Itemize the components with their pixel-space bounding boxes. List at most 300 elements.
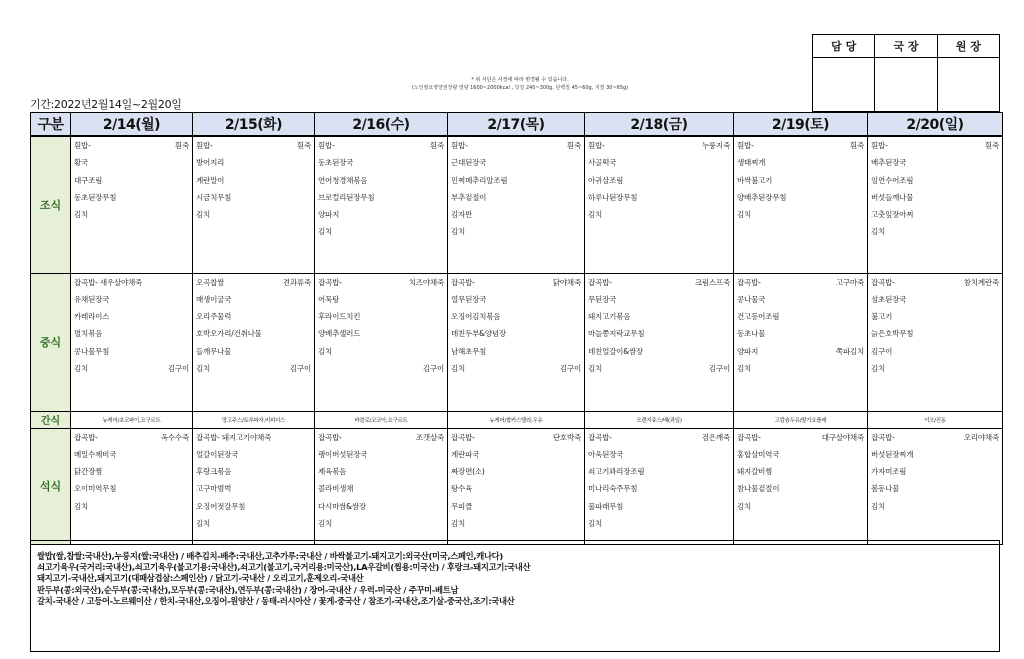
menu-item xyxy=(448,360,584,377)
menu-item xyxy=(585,291,733,308)
menu-item xyxy=(193,172,314,189)
menu-item-name: 데친얼갈이&쌈장 xyxy=(588,346,643,356)
menu-item xyxy=(315,291,447,308)
menu-item xyxy=(315,325,447,342)
snack-cell: 오렌지쥬스/배(과일) xyxy=(585,411,734,428)
menu-item xyxy=(585,274,733,291)
menu-item-name: 무피클 xyxy=(451,501,473,511)
menu-item-name: 브로컬리된장무침 xyxy=(318,192,375,202)
lunch-cell xyxy=(585,273,734,411)
dinner-cell xyxy=(448,428,585,544)
menu-item-name: 민찌메추리알조림 xyxy=(451,175,508,185)
menu-item xyxy=(193,308,314,325)
menu-item xyxy=(868,480,1002,497)
menu-item xyxy=(71,291,192,308)
menu-item-name: 잡곡밥- xyxy=(588,277,612,287)
menu-item xyxy=(585,137,733,154)
breakfast-cell xyxy=(868,136,1003,273)
menu-item-name: 아귀살조림 xyxy=(588,175,624,185)
menu-item-name: 카레라이스 xyxy=(74,312,110,322)
snack-cell: 뉴케어/찹카스텔라,우유 xyxy=(448,411,585,428)
menu-item xyxy=(193,515,314,532)
menu-item xyxy=(448,172,584,189)
menu-item-name: 흰밥- xyxy=(318,141,335,150)
menu-item xyxy=(71,446,192,463)
menu-item-side: 김구이 xyxy=(167,363,189,373)
menu-item-side: 흰죽 xyxy=(566,141,581,150)
menu-item-name: 봄동나물 xyxy=(871,484,900,494)
menu-item-name: 홍합살미역국 xyxy=(737,449,780,459)
menu-item-name: 대구조림 xyxy=(74,175,103,185)
header-day: 2/18(금) xyxy=(585,113,734,137)
menu-item-name: 가자미조림 xyxy=(871,467,907,477)
menu-item xyxy=(193,137,314,154)
menu-item-name: 매생이굴국 xyxy=(196,294,232,304)
menu-item xyxy=(448,274,584,291)
menu-item-side: 흰죽 xyxy=(174,141,189,150)
menu-item-name: 김자반 xyxy=(451,210,473,220)
menu-item xyxy=(315,463,447,480)
menu-item xyxy=(448,515,584,532)
menu-item xyxy=(585,154,733,171)
menu-item-name: 시금치무침 xyxy=(196,192,232,202)
menu-item xyxy=(193,154,314,171)
notice-line2: (노인필요영양권장량 열량 1600~2000kcal , 당질 240~300g, 단백질 45~60g, 지질 30~65g) xyxy=(411,85,629,91)
menu-item-side: 단호박죽 xyxy=(552,432,581,442)
menu-item-name: 흰밥- xyxy=(196,141,213,150)
menu-item-name: 김치 xyxy=(737,210,752,220)
menu-item xyxy=(734,463,867,480)
menu-item-name: 흰밥- xyxy=(871,141,888,150)
menu-item xyxy=(448,137,584,154)
lunch-cell xyxy=(448,273,585,411)
menu-item xyxy=(71,172,192,189)
menu-item xyxy=(448,429,584,446)
menu-item xyxy=(585,429,733,446)
menu-item-name: 김치 xyxy=(196,210,211,220)
origin-line: 갈치-국내산 / 고등어-노르웨이산 / 한치-국내산,오징어-원양산 / 동태-러시아산 / 꽃게-중국산 / 참조기-국내산,조기살-중국산,조기:국내산 xyxy=(37,595,515,606)
menu-item-name: 김치 xyxy=(451,363,466,373)
menu-item xyxy=(448,189,584,206)
menu-item xyxy=(315,189,447,206)
menu-item-side: 닭야채죽 xyxy=(552,277,581,287)
menu-table xyxy=(30,112,1003,545)
menu-item-name: 돼지고기볶음 xyxy=(588,312,631,322)
menu-item-name: 탕수육 xyxy=(451,484,473,494)
menu-item xyxy=(193,498,314,515)
menu-item-name: 버섯된장찌개 xyxy=(871,449,914,459)
menu-item-name: 잡곡밥- xyxy=(871,432,895,442)
approval-sign-head xyxy=(937,58,999,112)
breakfast-cell xyxy=(734,136,868,273)
menu-item-side: 흰죽 xyxy=(849,141,864,150)
menu-item xyxy=(193,206,314,223)
menu-item xyxy=(585,325,733,342)
menu-item xyxy=(734,325,867,342)
origin-line: 돼지고기-국내산,돼지고기(대패삼겹살:스페인산) / 닭고기-국내산 / 오리고기,훈제오리-국내산 xyxy=(37,573,364,584)
menu-item xyxy=(448,223,584,240)
menu-item-side: 검은깨죽 xyxy=(701,432,730,442)
dinner-cell xyxy=(868,428,1003,544)
origin-line: 쇠고기육우(국거리:국내산),쇠고기육우(불고기용:국내산),쇠고기(불고기,국거리용:미국산),LA우갈비(찜용:미국산) / 후랑크-돼지고기:국내산 xyxy=(37,562,531,573)
menu-item xyxy=(193,429,314,446)
approval-sign-staff xyxy=(813,58,875,112)
header-day: 2/20(일) xyxy=(868,113,1003,137)
menu-item-name: 김치 xyxy=(588,210,603,220)
menu-item xyxy=(448,325,584,342)
menu-item-name: 참나물겉절이 xyxy=(737,484,780,494)
menu-item-name: 황국 xyxy=(74,158,89,168)
menu-item xyxy=(585,189,733,206)
menu-item xyxy=(585,308,733,325)
menu-item-side: 누룽지죽 xyxy=(701,141,730,150)
menu-item-name: 김치 xyxy=(871,501,886,511)
menu-item xyxy=(585,343,733,360)
menu-item-name: 김치 xyxy=(74,363,89,373)
notice xyxy=(330,76,710,92)
breakfast-cell xyxy=(448,136,585,273)
menu-item-name: 고춧잎장아찌 xyxy=(871,210,914,220)
origin-line: 판두부(콩:외국산),순두부(콩:국내산),모두부(콩:국내산),연두부(콩:국내산) / 장어-국내산 / 우럭-미국산 / 주꾸미-베트남 xyxy=(37,584,459,595)
menu-item xyxy=(734,446,867,463)
snack-label: 간식 xyxy=(31,411,71,428)
menu-item-name: 불고기 xyxy=(871,312,893,322)
menu-item-name: 콩나물무침 xyxy=(74,346,110,356)
menu-item-name: 오이미역무침 xyxy=(74,484,117,494)
menu-item xyxy=(315,498,447,515)
menu-item-name: 김치 xyxy=(871,227,886,237)
menu-item-name: 양배추된장무침 xyxy=(737,192,787,202)
menu-item xyxy=(585,463,733,480)
approval-sign-director xyxy=(875,58,937,112)
breakfast-cell xyxy=(193,136,315,273)
menu-item-name: 쇠고기꽈리장조림 xyxy=(588,467,645,477)
breakfast-row xyxy=(31,136,1003,273)
menu-item xyxy=(193,291,314,308)
menu-item-side: 조갯살죽 xyxy=(415,432,444,442)
menu-item xyxy=(71,189,192,206)
menu-item-side: 흰죽 xyxy=(296,141,311,150)
menu-item-name: 후라이드치킨 xyxy=(318,312,361,322)
menu-item xyxy=(315,274,447,291)
menu-item xyxy=(734,343,867,360)
menu-item xyxy=(734,291,867,308)
menu-item-side: 김구이 xyxy=(708,363,730,373)
menu-item-side: 흰죽 xyxy=(429,141,444,150)
menu-item xyxy=(315,480,447,497)
dinner-cell xyxy=(315,428,448,544)
menu-item xyxy=(448,308,584,325)
menu-item xyxy=(868,463,1002,480)
menu-item-name: 계란파국 xyxy=(451,449,480,459)
menu-item-name: 방어지리 xyxy=(196,158,225,168)
origin-info xyxy=(30,540,1000,652)
menu-item-name: 잡곡밥- 새우살야채죽 xyxy=(74,277,143,287)
menu-item-name: 아욱된장국 xyxy=(588,449,624,459)
menu-item xyxy=(868,274,1002,291)
menu-item xyxy=(193,274,314,291)
approval-label-head: 원 장 xyxy=(937,35,999,58)
menu-item xyxy=(71,137,192,154)
menu-item xyxy=(585,515,733,532)
menu-item-name: 김치 xyxy=(451,227,466,237)
menu-item xyxy=(734,429,867,446)
dinner-label: 석식 xyxy=(31,428,71,544)
menu-item xyxy=(868,291,1002,308)
menu-item-name: 김치 xyxy=(318,227,333,237)
lunch-cell xyxy=(193,273,315,411)
menu-item xyxy=(193,360,314,377)
notice-line1: * 위 식단은 사정에 따라 변경될 수 있습니다. xyxy=(471,77,569,83)
dinner-row xyxy=(31,428,1003,544)
menu-item xyxy=(315,360,447,377)
origin-line: 쌀밥(쌀,찹쌀:국내산),누룽지(쌀:국내산) / 배추김치-배추:국내산,고추가루:국내산 / 바싹불고기-돼지고기:외국산(미국,스페인,캐나다) xyxy=(37,551,503,561)
menu-item xyxy=(193,343,314,360)
menu-item-name: 부추겉절이 xyxy=(451,192,487,202)
menu-item xyxy=(734,274,867,291)
menu-item-name: 잡곡밥- xyxy=(318,432,342,442)
menu-item xyxy=(585,206,733,223)
menu-item xyxy=(448,480,584,497)
menu-item-name: 김치 xyxy=(318,346,333,356)
menu-item xyxy=(585,480,733,497)
menu-item xyxy=(315,446,447,463)
lunch-cell xyxy=(734,273,868,411)
menu-item xyxy=(71,429,192,446)
menu-item xyxy=(448,206,584,223)
menu-item xyxy=(315,429,447,446)
menu-item xyxy=(71,325,192,342)
menu-item-name: 배추된장국 xyxy=(871,158,907,168)
menu-item-name: 김구이 xyxy=(871,346,893,356)
menu-item-name: 호박오가리/건취나물 xyxy=(196,329,262,339)
menu-item xyxy=(71,480,192,497)
menu-item xyxy=(193,189,314,206)
menu-item-name: 바싹불고기 xyxy=(737,175,773,185)
menu-item-name: 건고등어조림 xyxy=(737,312,780,322)
menu-item xyxy=(868,154,1002,171)
menu-item xyxy=(71,154,192,171)
menu-item-name: 팽이버섯된장국 xyxy=(318,449,368,459)
menu-item-name: 미나리숙주무침 xyxy=(588,484,638,494)
menu-item-name: 양배추샐러드 xyxy=(318,329,361,339)
menu-item-name: 김치 xyxy=(737,501,752,511)
menu-item-name: 데친두부&양념장 xyxy=(451,329,506,339)
menu-item xyxy=(585,360,733,377)
menu-item-name: 잡곡밥- 돼지고기야채죽 xyxy=(196,432,272,442)
menu-item xyxy=(448,154,584,171)
menu-item-name: 김치 xyxy=(451,518,466,528)
menu-item-name: 오곡찹쌀 xyxy=(196,277,225,287)
menu-item-name: 김치 xyxy=(74,210,89,220)
menu-item xyxy=(585,498,733,515)
menu-item-name: 김치 xyxy=(318,518,333,528)
menu-item-name: 콜라비생채 xyxy=(318,484,354,494)
menu-item xyxy=(868,343,1002,360)
menu-item-name: 잡곡밥- xyxy=(451,432,475,442)
menu-item-side: 견과류죽 xyxy=(282,277,311,287)
menu-item-side: 김구이 xyxy=(422,363,444,373)
menu-item-name: 김치 xyxy=(196,363,211,373)
menu-item-name: 오징어김치볶음 xyxy=(451,312,501,322)
menu-item xyxy=(315,154,447,171)
menu-item-name: 어묵탕 xyxy=(318,294,340,304)
menu-item xyxy=(315,206,447,223)
menu-item-name: 하루나된장무침 xyxy=(588,192,638,202)
menu-item-name: 잡곡밥- xyxy=(318,277,342,287)
menu-item-name: 연어청경채볶음 xyxy=(318,175,368,185)
menu-item-name: 흰밥- xyxy=(74,141,91,150)
menu-item xyxy=(734,137,867,154)
menu-item xyxy=(734,189,867,206)
menu-item xyxy=(868,446,1002,463)
menu-item-side: 고구마죽 xyxy=(835,277,864,287)
menu-item-side: 대구살야채죽 xyxy=(821,432,864,442)
menu-item xyxy=(734,206,867,223)
menu-item-name: 들깨무나물 xyxy=(196,346,232,356)
menu-item xyxy=(193,480,314,497)
menu-item xyxy=(585,446,733,463)
menu-item xyxy=(734,480,867,497)
menu-item-name: 얼갈이된장국 xyxy=(196,449,239,459)
approval-box xyxy=(812,34,1000,112)
menu-item xyxy=(868,172,1002,189)
menu-item-name: 고구마범벅 xyxy=(196,484,232,494)
menu-item xyxy=(315,343,447,360)
menu-item-name: 늙은호박무침 xyxy=(871,329,914,339)
menu-item xyxy=(448,498,584,515)
menu-item-name: 잡곡밥- xyxy=(588,432,612,442)
menu-item-name: 동초된장국 xyxy=(318,158,354,168)
menu-item-name: 후랑크볶음 xyxy=(196,467,232,477)
menu-item xyxy=(734,154,867,171)
menu-item-name: 오징어젓갈무침 xyxy=(196,501,246,511)
menu-item-side: 쪽파김치 xyxy=(835,346,864,356)
menu-item xyxy=(868,429,1002,446)
menu-item xyxy=(448,463,584,480)
menu-item xyxy=(448,343,584,360)
menu-item xyxy=(315,172,447,189)
menu-item xyxy=(448,446,584,463)
header-day: 2/14(월) xyxy=(71,113,193,137)
menu-item-name: 김치 xyxy=(196,518,211,528)
menu-item-name: 남해초무침 xyxy=(451,346,487,356)
menu-item-name: 다시마쌈&쌈장 xyxy=(318,501,366,511)
menu-item-name: 잡곡밥- xyxy=(451,277,475,287)
menu-item xyxy=(71,360,192,377)
menu-item-name: 물파래무침 xyxy=(588,501,624,511)
breakfast-cell xyxy=(315,136,448,273)
menu-item xyxy=(868,308,1002,325)
menu-item-name: 잡곡밥- xyxy=(74,432,98,442)
menu-item-name: 김치 xyxy=(737,363,752,373)
menu-item-name: 김치 xyxy=(588,363,603,373)
menu-item-name: 마늘쫑지락교무침 xyxy=(588,329,645,339)
menu-item xyxy=(734,498,867,515)
menu-item xyxy=(71,206,192,223)
menu-item xyxy=(868,206,1002,223)
menu-item xyxy=(71,498,192,515)
menu-item xyxy=(71,308,192,325)
menu-item-name: 흰밥- xyxy=(737,141,754,150)
menu-item-name: 짜장면(소) xyxy=(451,467,485,477)
header-day: 2/16(수) xyxy=(315,113,448,137)
breakfast-label: 조식 xyxy=(31,136,71,273)
menu-item-side: 김구이 xyxy=(559,363,581,373)
menu-item-name: 근대된장국 xyxy=(451,158,487,168)
menu-item-name: 양파지 xyxy=(318,210,340,220)
menu-item xyxy=(868,223,1002,240)
menu-item xyxy=(193,325,314,342)
menu-item xyxy=(193,463,314,480)
lunch-label: 중식 xyxy=(31,273,71,411)
snack-cell: 이오/진동 xyxy=(868,411,1003,428)
menu-item-name: 동초된장무침 xyxy=(74,192,117,202)
dinner-cell xyxy=(734,428,868,544)
lunch-cell xyxy=(868,273,1003,411)
menu-item-name: 닭간장찜 xyxy=(74,467,103,477)
menu-item-name: 멸치볶음 xyxy=(74,329,103,339)
menu-item xyxy=(448,291,584,308)
menu-item-name: 사골떡국 xyxy=(588,158,617,168)
menu-item-name: 김치 xyxy=(588,518,603,528)
menu-item xyxy=(734,172,867,189)
menu-item xyxy=(315,223,447,240)
snack-cell: 뉴케어/초코파이,요구르트 xyxy=(71,411,193,428)
menu-item-name: 메밀수제비국 xyxy=(74,449,117,459)
approval-label-director: 국 장 xyxy=(875,35,937,58)
menu-item-name: 잡곡밥- xyxy=(871,277,895,287)
menu-item xyxy=(868,325,1002,342)
menu-item-side: 참치계란죽 xyxy=(963,277,999,287)
menu-item-name: 양파지 xyxy=(737,346,759,356)
menu-item-side: 김구이 xyxy=(289,363,311,373)
snack-row xyxy=(31,411,1003,428)
header-row xyxy=(31,113,1003,137)
snack-cell: 바클로/코코아,요구르트 xyxy=(315,411,448,428)
menu-item-side: 옥수수죽 xyxy=(160,432,189,442)
menu-item-name: 임연수어조림 xyxy=(871,175,914,185)
menu-item-side: 치즈야채죽 xyxy=(408,277,444,287)
menu-item xyxy=(71,463,192,480)
menu-item-name: 동초나물 xyxy=(737,329,766,339)
dinner-cell xyxy=(193,428,315,544)
menu-item xyxy=(868,498,1002,515)
approval-label-staff: 담 당 xyxy=(813,35,875,58)
dinner-cell xyxy=(71,428,193,544)
lunch-cell xyxy=(315,273,448,411)
menu-item-name: 열무된장국 xyxy=(451,294,487,304)
lunch-row xyxy=(31,273,1003,411)
menu-item-name: 생태찌개 xyxy=(737,158,766,168)
menu-item-name: 잡곡밥- xyxy=(737,277,761,287)
menu-item-side: 오리야채죽 xyxy=(963,432,999,442)
menu-item xyxy=(868,137,1002,154)
snack-cell: 망고주스/토루파자,비피더스 xyxy=(193,411,315,428)
menu-item xyxy=(193,446,314,463)
menu-item-name: 버섯들깨나물 xyxy=(871,192,914,202)
menu-item-name: 콩나물국 xyxy=(737,294,766,304)
breakfast-cell xyxy=(585,136,734,273)
menu-item-name: 제육볶음 xyxy=(318,467,347,477)
lunch-cell xyxy=(71,273,193,411)
menu-item xyxy=(315,137,447,154)
menu-item-name: 김치 xyxy=(871,363,886,373)
menu-item-side: 크림스프죽 xyxy=(694,277,730,287)
breakfast-cell xyxy=(71,136,193,273)
menu-item xyxy=(315,515,447,532)
menu-item-name: 흰밥- xyxy=(451,141,468,150)
